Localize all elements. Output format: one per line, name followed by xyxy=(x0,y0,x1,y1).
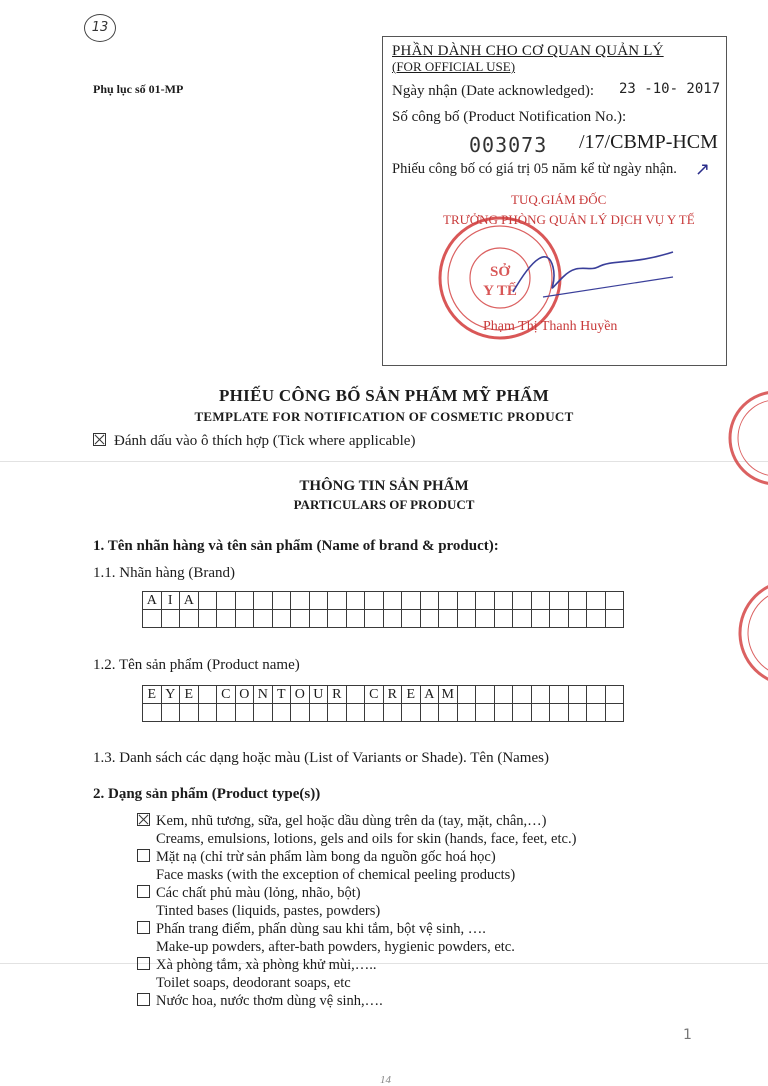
grid-cell xyxy=(254,592,273,610)
empty-checkbox-icon[interactable] xyxy=(137,849,150,862)
grid-row xyxy=(143,610,624,628)
grid-cell xyxy=(272,592,291,610)
grid-cell xyxy=(328,704,347,722)
date-acknowledged-value: 23 -10- 2017 xyxy=(619,81,721,97)
product-type-en: Tinted bases (liquids, pastes, powders) xyxy=(156,903,381,919)
page-number: 1 xyxy=(683,1027,692,1043)
svg-text:SỞ: SỞ xyxy=(489,264,511,280)
tick-note xyxy=(93,433,415,450)
grid-cell xyxy=(513,704,532,722)
handwritten-check-icon: ↗ xyxy=(695,159,711,180)
section-heading-vn: THÔNG TIN SẢN PHẨM xyxy=(299,478,469,494)
grid-cell: R xyxy=(328,686,347,704)
grid-cell xyxy=(180,704,199,722)
section-heading-en: PARTICULARS OF PRODUCT xyxy=(293,497,475,512)
product-type-item xyxy=(137,920,576,956)
grid-cell xyxy=(309,592,328,610)
product-type-vn: Nước hoa, nước thơm dùng vệ sinh,…. xyxy=(156,993,383,1009)
grid-cell xyxy=(568,704,587,722)
grid-row xyxy=(143,686,624,704)
grid-cell xyxy=(531,592,550,610)
grid-cell xyxy=(476,610,495,628)
grid-cell xyxy=(383,704,402,722)
product-type-item xyxy=(137,812,576,848)
grid-cell xyxy=(439,592,458,610)
grid-row xyxy=(143,704,624,722)
grid-cell xyxy=(143,704,162,722)
grid-cell xyxy=(605,592,624,610)
grid-cell xyxy=(587,592,606,610)
grid-cell xyxy=(383,610,402,628)
signature-authority: TUQ.GIÁM ĐỐC xyxy=(511,192,607,207)
grid-cell xyxy=(402,592,421,610)
grid-cell xyxy=(309,704,328,722)
grid-cell xyxy=(457,610,476,628)
form-title-en: TEMPLATE FOR NOTIFICATION OF COSMETIC PRODUCT xyxy=(194,409,574,424)
grid-cell xyxy=(402,610,421,628)
product-type-en: Creams, emulsions, lotions, gels and oils for skin (hands, face, feet, etc.) xyxy=(156,831,577,847)
grid-cell xyxy=(346,610,365,628)
brand-label: 1.1. Nhãn hàng (Brand) xyxy=(93,565,236,581)
grid-cell xyxy=(254,610,273,628)
grid-cell xyxy=(198,610,217,628)
ticked-checkbox-icon xyxy=(93,433,106,446)
handwritten-page-number: 13 xyxy=(84,14,116,42)
grid-cell xyxy=(383,592,402,610)
section2-heading: 2. Dạng sản phẩm (Product type(s)) xyxy=(93,786,321,802)
grid-cell xyxy=(568,592,587,610)
grid-cell xyxy=(346,592,365,610)
grid-cell: I xyxy=(161,592,180,610)
grid-cell xyxy=(217,704,236,722)
grid-cell xyxy=(494,686,513,704)
grid-cell xyxy=(531,704,550,722)
grid-cell xyxy=(365,592,384,610)
grid-cell: M xyxy=(439,686,458,704)
empty-checkbox-icon[interactable] xyxy=(137,993,150,1006)
grid-cell: R xyxy=(383,686,402,704)
grid-cell xyxy=(328,610,347,628)
grid-cell xyxy=(217,610,236,628)
appendix-label: Phụ lục số 01-MP xyxy=(93,82,184,96)
product-type-vn: Phấn trang điểm, phấn dùng sau khi tắm, bột vệ sinh, …. xyxy=(156,921,486,937)
official-use-title: PHẦN DÀNH CHO CƠ QUAN QUẢN LÝ xyxy=(392,43,664,59)
grid-cell xyxy=(476,592,495,610)
grid-cell xyxy=(494,592,513,610)
checked-checkbox-icon[interactable] xyxy=(137,813,150,826)
grid-cell xyxy=(568,686,587,704)
signature-icon xyxy=(503,237,683,307)
empty-checkbox-icon[interactable] xyxy=(137,957,150,970)
grid-cell xyxy=(457,686,476,704)
grid-cell: E xyxy=(402,686,421,704)
grid-cell xyxy=(531,686,550,704)
grid-cell: C xyxy=(217,686,236,704)
grid-cell: E xyxy=(143,686,162,704)
grid-cell xyxy=(235,592,254,610)
product-type-item xyxy=(137,956,576,992)
product-type-item xyxy=(137,884,576,920)
grid-row xyxy=(143,592,624,610)
grid-cell xyxy=(605,610,624,628)
grid-cell xyxy=(568,610,587,628)
empty-checkbox-icon[interactable] xyxy=(137,921,150,934)
grid-cell: A xyxy=(143,592,162,610)
product-type-vn: Kem, nhũ tương, sữa, gel hoặc dầu dùng trên da (tay, mặt, chân,…) xyxy=(156,813,547,829)
notification-number-suffix: /17/CBMP-HCM xyxy=(579,131,718,153)
grid-cell xyxy=(550,610,569,628)
validity-note: Phiếu công bố có giá trị 05 năm kể từ ngày nhận. xyxy=(392,161,677,177)
grid-cell: C xyxy=(365,686,384,704)
grid-cell: O xyxy=(291,686,310,704)
grid-cell xyxy=(309,610,328,628)
grid-cell xyxy=(198,704,217,722)
tick-note-text: Đánh dấu vào ô thích hợp (Tick where applicable) xyxy=(114,433,416,449)
notification-number-label: Số công bố (Product Notification No.): xyxy=(392,109,627,125)
grid-cell xyxy=(587,704,606,722)
product-type-vn: Mặt nạ (chỉ trừ sản phẩm làm bong da nguồn gốc hoá học) xyxy=(156,849,496,865)
grid-cell xyxy=(513,610,532,628)
date-acknowledged-label: Ngày nhận (Date acknowledged): xyxy=(392,83,595,99)
grid-cell xyxy=(420,610,439,628)
grid-cell xyxy=(587,686,606,704)
grid-cell xyxy=(180,610,199,628)
svg-text:Y TẾ: Y TẾ xyxy=(483,283,517,299)
grid-cell xyxy=(365,704,384,722)
grid-cell: O xyxy=(235,686,254,704)
grid-cell: N xyxy=(254,686,273,704)
grid-cell xyxy=(198,686,217,704)
grid-cell xyxy=(402,704,421,722)
product-type-vn: Các chất phủ màu (lỏng, nhão, bột) xyxy=(156,885,361,901)
signer-name: Phạm Thị Thanh Huyền xyxy=(483,319,618,334)
grid-cell xyxy=(235,610,254,628)
grid-cell xyxy=(346,704,365,722)
grid-cell xyxy=(291,704,310,722)
grid-cell xyxy=(439,610,458,628)
grid-cell xyxy=(494,704,513,722)
grid-cell xyxy=(605,686,624,704)
brand-letter-grid xyxy=(142,591,624,628)
section1-heading: 1. Tên nhãn hàng và tên sản phẩm (Name of brand & product): xyxy=(93,538,499,554)
grid-cell xyxy=(476,686,495,704)
grid-cell: U xyxy=(309,686,328,704)
product-type-en: Face masks (with the exception of chemical peeling products) xyxy=(156,867,516,883)
product-type-item xyxy=(137,992,576,1010)
grid-cell xyxy=(457,704,476,722)
grid-cell: E xyxy=(180,686,199,704)
grid-cell xyxy=(365,610,384,628)
product-type-item xyxy=(137,848,576,884)
grid-cell xyxy=(457,592,476,610)
grid-cell xyxy=(513,686,532,704)
grid-cell xyxy=(272,610,291,628)
grid-cell xyxy=(291,592,310,610)
grid-cell xyxy=(513,592,532,610)
empty-checkbox-icon[interactable] xyxy=(137,885,150,898)
grid-cell xyxy=(420,704,439,722)
grid-cell xyxy=(143,610,162,628)
official-use-box xyxy=(382,36,727,366)
variants-label: 1.3. Danh sách các dạng hoặc màu (List of Variants or Shade). Tên (Names) xyxy=(93,750,549,766)
grid-cell xyxy=(328,592,347,610)
grid-cell xyxy=(420,592,439,610)
grid-cell xyxy=(217,592,236,610)
grid-cell xyxy=(605,704,624,722)
product-type-en: Toilet soaps, deodorant soaps, etc xyxy=(156,975,351,991)
bottom-handwritten-mark: 14 xyxy=(380,1074,391,1086)
grid-cell xyxy=(198,592,217,610)
product-type-en: Make-up powders, after-bath powders, hygienic powders, etc. xyxy=(156,939,515,955)
form-title-vn: PHIẾU CÔNG BỐ SẢN PHẨM MỸ PHẨM xyxy=(218,386,550,405)
product-name-letter-grid xyxy=(142,685,624,722)
grid-cell: T xyxy=(272,686,291,704)
edge-stamp-icon xyxy=(736,578,768,688)
grid-cell xyxy=(439,704,458,722)
grid-cell xyxy=(476,704,495,722)
grid-cell xyxy=(235,704,254,722)
grid-cell xyxy=(494,610,513,628)
grid-cell xyxy=(550,686,569,704)
grid-cell xyxy=(161,704,180,722)
signature-department: TRƯỞNG PHÒNG QUẢN LÝ DỊCH VỤ Y TẾ xyxy=(443,212,695,227)
product-type-list xyxy=(137,812,576,1010)
notification-number-value: 003073 xyxy=(469,133,548,157)
grid-cell xyxy=(254,704,273,722)
grid-cell: Y xyxy=(161,686,180,704)
product-type-vn: Xà phòng tắm, xà phòng khử mùi,….. xyxy=(156,957,377,973)
grid-cell: A xyxy=(420,686,439,704)
grid-cell xyxy=(291,610,310,628)
product-name-label: 1.2. Tên sản phẩm (Product name) xyxy=(93,657,300,673)
grid-cell xyxy=(161,610,180,628)
official-use-subtitle: (FOR OFFICIAL USE) xyxy=(392,59,516,74)
grid-cell xyxy=(550,704,569,722)
grid-cell xyxy=(587,610,606,628)
grid-cell: A xyxy=(180,592,199,610)
grid-cell xyxy=(272,704,291,722)
grid-cell xyxy=(531,610,550,628)
grid-cell xyxy=(346,686,365,704)
grid-cell xyxy=(550,592,569,610)
